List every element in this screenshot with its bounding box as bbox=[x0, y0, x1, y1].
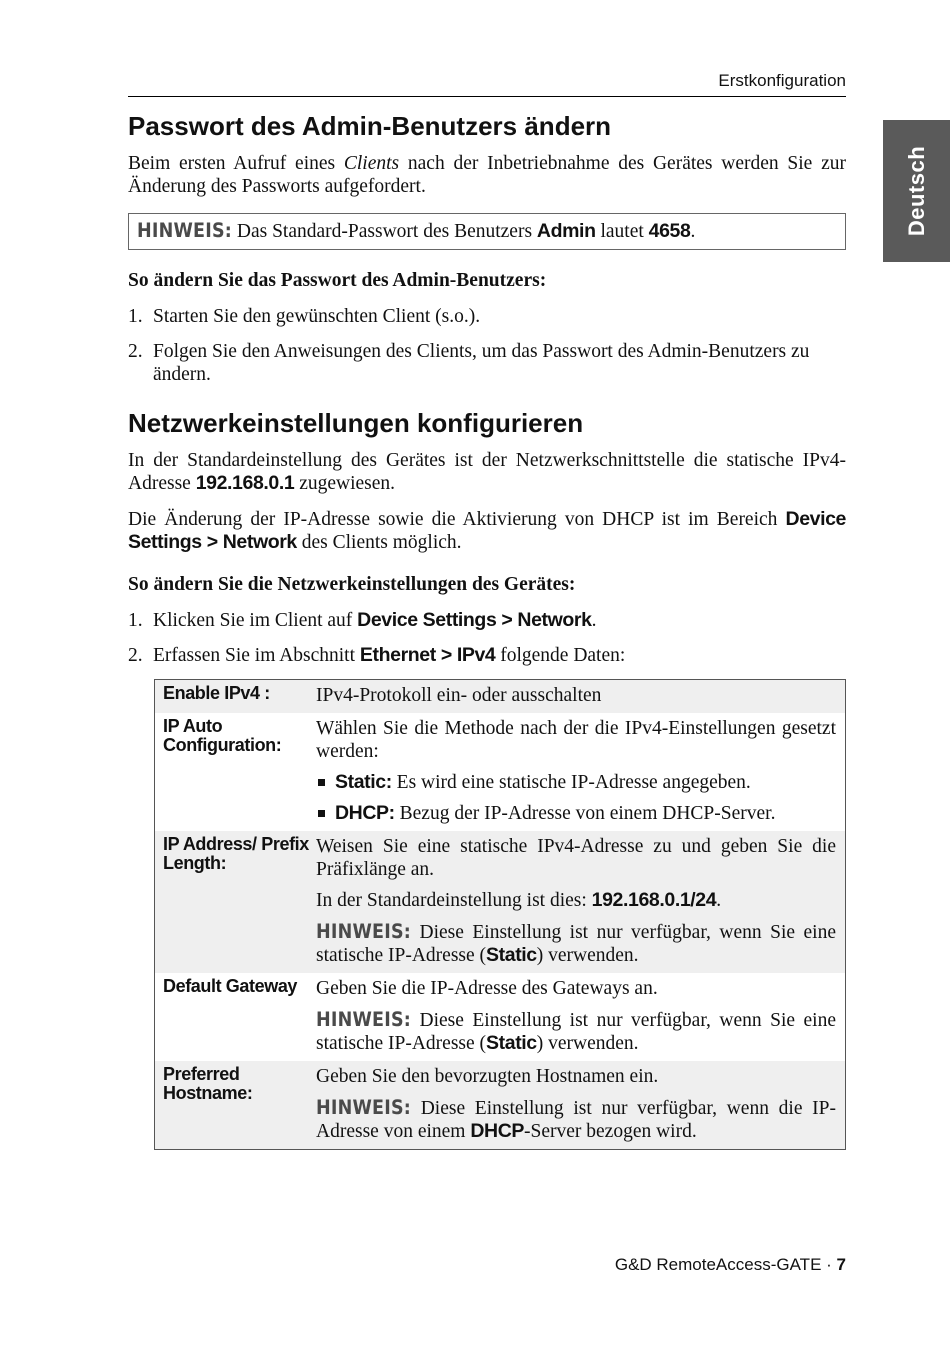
option-text: Es wird eine statische IP-Adresse angegeben. bbox=[391, 772, 751, 793]
note-text-a: Diese Einstellung ist nur verfügbar, wenn Sie eine statische IP-Adresse ( bbox=[316, 1010, 836, 1054]
row-text: Wählen Sie die Methode nach der die IPv4-Einstellungen gesetzt werden: bbox=[316, 718, 836, 762]
list-item bbox=[128, 305, 846, 328]
step-text: Folgen Sie den Anweisungen des Clients, um das Passwort des Admin-Benutzers zu ändern. bbox=[153, 341, 810, 385]
note-value: Static bbox=[486, 944, 537, 966]
step-text: . bbox=[591, 610, 597, 631]
step-number: 2. bbox=[128, 645, 143, 666]
default-ip: 192.168.0.1 bbox=[195, 472, 295, 494]
option-text: Bezug der IP-Adresse von einem DHCP-Server. bbox=[394, 803, 776, 824]
note-value: Static bbox=[486, 1032, 537, 1054]
list-item bbox=[316, 771, 836, 794]
footer-product: G&D RemoteAccess-GATE · bbox=[614, 1255, 837, 1274]
network-intro-text-b: zugewiesen. bbox=[294, 473, 396, 494]
table-row bbox=[155, 1061, 845, 1149]
note-label: HINWEIS: bbox=[316, 920, 412, 943]
option-term: Static: bbox=[335, 771, 392, 793]
table-row bbox=[155, 831, 845, 973]
note-text-a: Diese Einstellung ist nur verfügbar, wenn die IP-Adresse von einem bbox=[316, 1098, 836, 1142]
row-text: Geben Sie die IP-Adresse des Gateways an. bbox=[316, 978, 658, 999]
default-text-a: In der Standardeinstellung ist dies: bbox=[316, 890, 592, 911]
step-text: folgende Daten: bbox=[495, 645, 626, 666]
section-title-password: Passwort des Admin-Benutzers ändern bbox=[128, 111, 612, 141]
note-box-default-password bbox=[128, 213, 846, 250]
language-tab-label: Deutsch bbox=[903, 145, 929, 237]
list-item bbox=[316, 802, 836, 825]
step-text: Erfassen Sie im Abschnitt bbox=[153, 645, 360, 666]
page-content bbox=[128, 110, 846, 1150]
row-description bbox=[316, 1061, 845, 1149]
password-intro bbox=[128, 152, 846, 198]
note-text-b: ) verwenden. bbox=[536, 1033, 639, 1054]
dhcp-text-b: des Clients möglich. bbox=[296, 532, 462, 553]
row-label: Enable IPv4 : bbox=[163, 683, 270, 703]
option-list bbox=[316, 771, 836, 825]
note-text-b: ) verwenden. bbox=[536, 945, 639, 966]
settings-table bbox=[154, 679, 846, 1150]
page-number: 7 bbox=[836, 1255, 846, 1274]
running-header: Erstkonfiguration bbox=[718, 71, 846, 90]
network-steps bbox=[128, 609, 846, 667]
password-steps bbox=[128, 305, 846, 386]
intro-clients-term: Clients bbox=[343, 153, 400, 174]
network-intro-text-a: In der Standardeinstellung des Gerätes ist der Netzwerkschnittstelle die statische IPv4-Adresse bbox=[128, 450, 846, 494]
language-tab bbox=[883, 120, 950, 262]
network-dhcp-paragraph bbox=[128, 508, 846, 554]
table-row bbox=[155, 713, 845, 831]
row-label: Preferred Hostname: bbox=[163, 1064, 253, 1103]
row-text: Weisen Sie eine statische IPv4-Adresse zu und geben Sie die Präfixlänge an. bbox=[316, 836, 836, 880]
row-description bbox=[316, 831, 845, 973]
table-row bbox=[155, 680, 845, 713]
note-text-c: . bbox=[690, 221, 696, 242]
intro-text-a: Beim ersten Aufruf eines bbox=[128, 153, 344, 174]
list-item bbox=[128, 644, 846, 667]
procedure-title-network: So ändern Sie die Netzwerkeinstellungen des Gerätes: bbox=[128, 574, 576, 595]
row-note bbox=[316, 1008, 836, 1055]
page-footer bbox=[615, 1255, 846, 1275]
table-row bbox=[155, 973, 845, 1061]
default-prefix-value: 192.168.0.1/24 bbox=[591, 889, 717, 911]
menu-path: Device Settings > Network bbox=[357, 609, 592, 631]
step-number: 1. bbox=[128, 610, 143, 631]
row-description bbox=[316, 973, 845, 1061]
step-number: 1. bbox=[128, 306, 143, 327]
step-text: Starten Sie den gewünschten Client (s.o.). bbox=[153, 306, 481, 327]
row-label: IP Address/ Prefix Length: bbox=[163, 834, 309, 873]
row-description bbox=[316, 680, 845, 713]
network-intro bbox=[128, 449, 846, 495]
option-term: DHCP: bbox=[335, 802, 395, 824]
note-label: HINWEIS: bbox=[137, 219, 233, 242]
row-text: Geben Sie den bevorzugten Hostnamen ein. bbox=[316, 1066, 659, 1087]
note-label: HINWEIS: bbox=[316, 1096, 412, 1119]
intro-text-b: nach der Inbetriebnahme des Gerätes werden Sie zur Änderung des Passworts aufgefordert. bbox=[128, 153, 846, 197]
note-text-a: Das Standard-Passwort des Benutzers bbox=[232, 221, 537, 242]
default-password: 4658 bbox=[648, 220, 691, 242]
list-item bbox=[128, 609, 846, 632]
row-description bbox=[316, 713, 845, 831]
step-text: Klicken Sie im Client auf bbox=[153, 610, 358, 631]
list-item bbox=[128, 340, 846, 386]
note-label: HINWEIS: bbox=[316, 1008, 412, 1031]
procedure-title-password: So ändern Sie das Passwort des Admin-Benutzers: bbox=[128, 270, 547, 291]
step-number: 2. bbox=[128, 341, 143, 362]
row-note bbox=[316, 1096, 836, 1143]
dhcp-text-a: Die Änderung der IP-Adresse sowie die Aktivierung von DHCP ist im Bereich bbox=[128, 509, 786, 530]
row-label: IP Auto Configuration: bbox=[163, 716, 282, 755]
row-note bbox=[316, 920, 836, 967]
note-text-b: -Server bezogen wird. bbox=[524, 1121, 697, 1142]
default-value-line bbox=[316, 889, 836, 912]
header-rule bbox=[128, 96, 846, 97]
section-title-network: Netzwerkeinstellungen konfigurieren bbox=[128, 408, 584, 438]
menu-path: Device Settings > Network bbox=[128, 508, 846, 553]
default-text-b: . bbox=[716, 890, 722, 911]
row-text: IPv4-Protokoll ein- oder ausschalten bbox=[316, 685, 602, 706]
admin-user: Admin bbox=[536, 220, 596, 242]
note-value: DHCP bbox=[470, 1120, 524, 1142]
menu-path: Ethernet > IPv4 bbox=[359, 644, 496, 666]
note-text-a: Diese Einstellung ist nur verfügbar, wenn Sie eine statische IP-Adresse ( bbox=[316, 922, 836, 966]
note-text-b: lautet bbox=[595, 221, 649, 242]
row-label: Default Gateway bbox=[163, 976, 298, 996]
